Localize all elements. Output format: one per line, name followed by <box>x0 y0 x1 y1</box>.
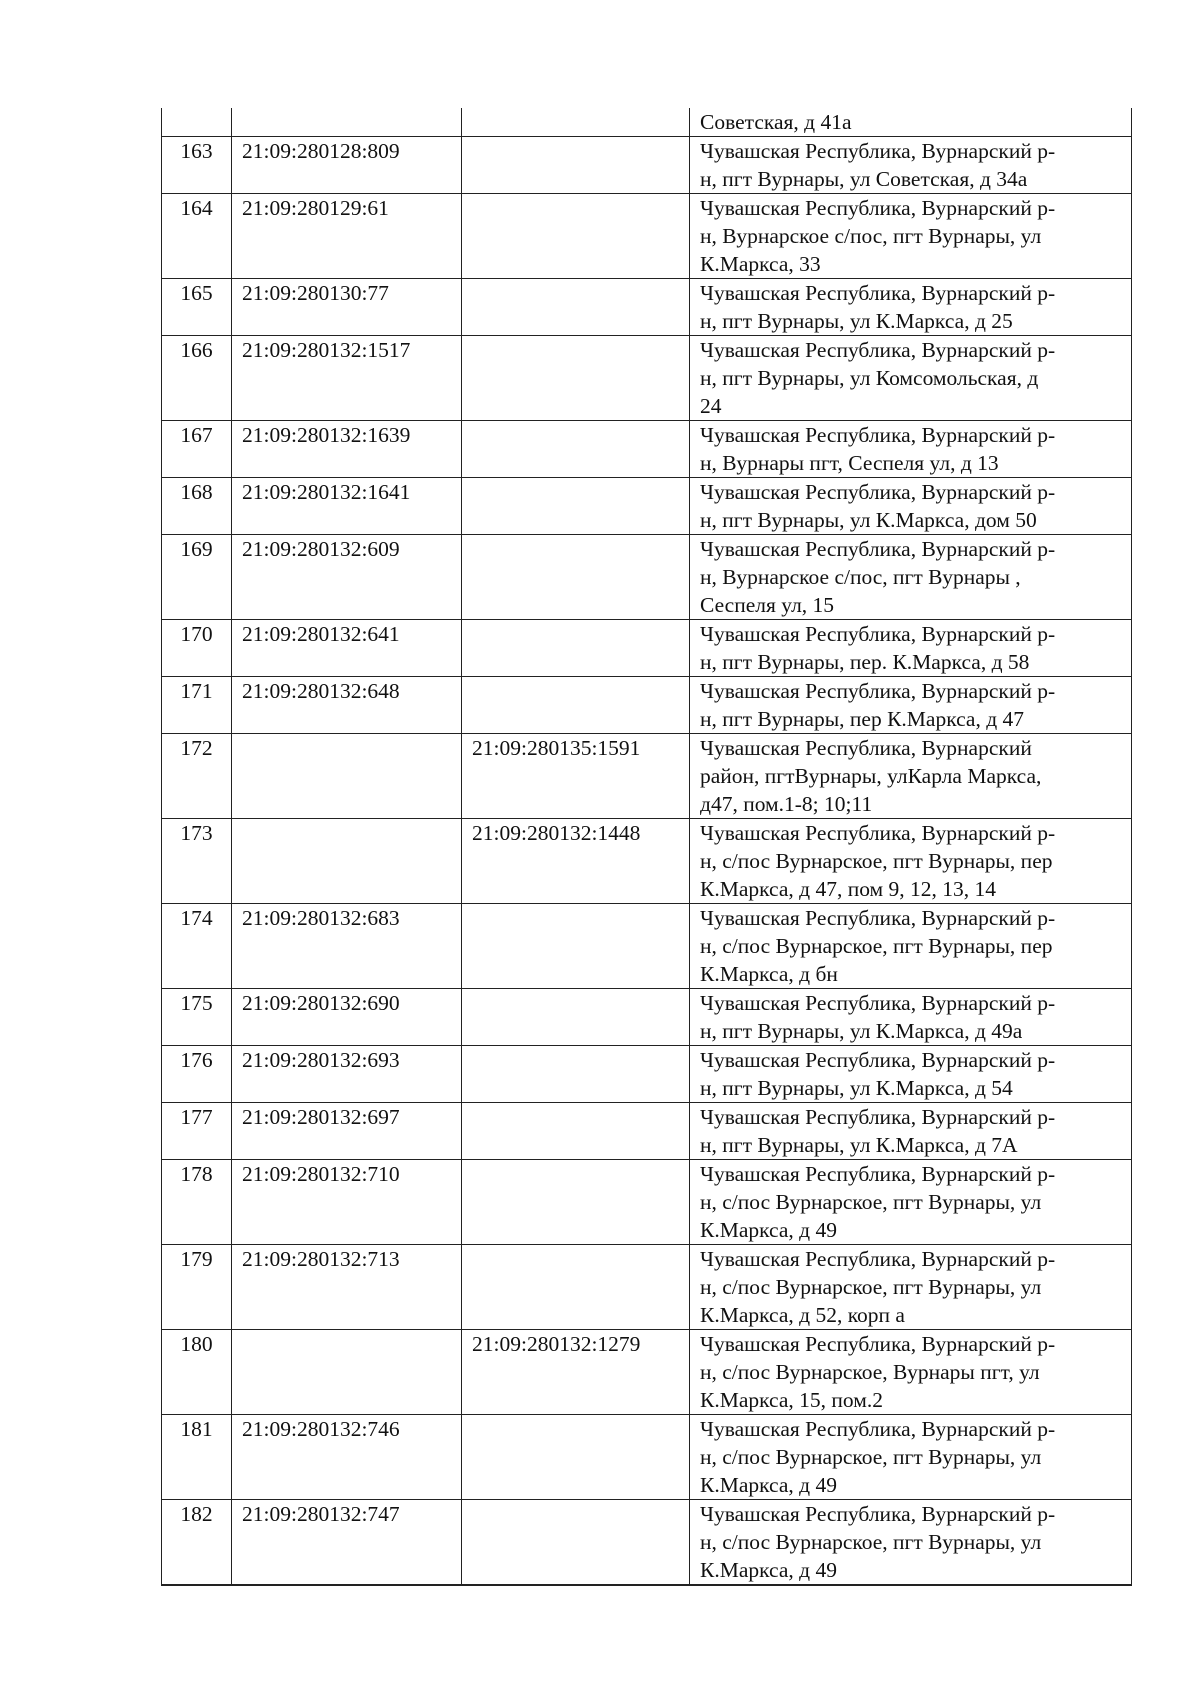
address-line: н, Вурнарское с/пос, пгт Вурнары, ул <box>700 224 1042 248</box>
address-line: Чувашская Республика, Вурнарский р- <box>700 196 1056 220</box>
cadastral-number-cell: 21:09:280132:690 <box>232 989 462 1046</box>
address-line: д47, пом.1-8; 10;11 <box>700 792 873 816</box>
table-row <box>162 535 1132 620</box>
table-row <box>162 1046 1132 1103</box>
table-row <box>162 137 1132 194</box>
table-row <box>162 677 1132 734</box>
table-row <box>162 478 1132 535</box>
table-row <box>162 1160 1132 1245</box>
cadastral-number-cell: 21:09:280132:713 <box>232 1245 462 1330</box>
premises-cadastral-number-cell <box>462 904 690 989</box>
row-number-cell: 182 <box>162 1500 232 1586</box>
table-row <box>162 336 1132 421</box>
address-line: К.Маркса, д 52, корп а <box>700 1303 905 1327</box>
address-line: Чувашская Республика, Вурнарский р- <box>700 338 1056 362</box>
row-number-cell: 177 <box>162 1103 232 1160</box>
address-cell <box>690 1160 1132 1245</box>
address-line: Чувашская Республика, Вурнарский р- <box>700 139 1056 163</box>
cadastral-number-cell: 21:09:280132:683 <box>232 904 462 989</box>
premises-cadastral-number-cell <box>462 279 690 336</box>
address-line: Советская, д 41а <box>700 110 852 134</box>
cadastral-number-cell: 21:09:280132:697 <box>232 1103 462 1160</box>
cadastral-number-cell: 21:09:280132:1639 <box>232 421 462 478</box>
cadastral-number-cell <box>232 108 462 137</box>
address-cell <box>690 279 1132 336</box>
row-number-cell: 164 <box>162 194 232 279</box>
address-line: н, пгт Вурнары, ул Советская, д 34а <box>700 167 1028 191</box>
cadastral-number-cell <box>232 734 462 819</box>
address-cell <box>690 535 1132 620</box>
row-number-cell: 163 <box>162 137 232 194</box>
address-line: н, с/пос Вурнарское, пгт Вурнары, ул <box>700 1190 1042 1214</box>
premises-cadastral-number-cell <box>462 677 690 734</box>
row-number-cell <box>162 108 232 137</box>
address-cell <box>690 620 1132 677</box>
premises-cadastral-number-cell <box>462 108 690 137</box>
row-number-cell: 168 <box>162 478 232 535</box>
address-cell <box>690 989 1132 1046</box>
address-line: 24 <box>700 394 722 418</box>
premises-cadastral-number-cell <box>462 535 690 620</box>
address-line: н, пгт Вурнары, ул К.Маркса, д 49а <box>700 1019 1023 1043</box>
address-line: н, Вурнарское с/пос, пгт Вурнары , <box>700 565 1021 589</box>
address-line: К.Маркса, д 47, пом 9, 12, 13, 14 <box>700 877 997 901</box>
address-line: Чувашская Республика, Вурнарский р- <box>700 1502 1056 1526</box>
address-line: н, пгт Вурнары, ул К.Маркса, д 25 <box>700 309 1013 333</box>
cadastral-table-body <box>162 108 1132 1585</box>
address-cell <box>690 1245 1132 1330</box>
row-number-cell: 166 <box>162 336 232 421</box>
address-line: н, пгт Вурнары, пер. К.Маркса, д 58 <box>700 650 1030 674</box>
table-row <box>162 1103 1132 1160</box>
table-row <box>162 734 1132 819</box>
address-line: н, с/пос Вурнарское, пгт Вурнары, ул <box>700 1445 1042 1469</box>
address-line: Сеспеля ул, 15 <box>700 593 835 617</box>
address-cell <box>690 194 1132 279</box>
cadastral-number-cell: 21:09:280132:693 <box>232 1046 462 1103</box>
address-line: К.Маркса, 15, пом.2 <box>700 1388 883 1412</box>
address-line: район, пгтВурнары, улКарла Маркса, <box>700 764 1042 788</box>
address-line: н, с/пос Вурнарское, пгт Вурнары, ул <box>700 1530 1042 1554</box>
row-number-cell: 170 <box>162 620 232 677</box>
address-line: н, пгт Вурнары, ул Комсомольская, д <box>700 366 1039 390</box>
address-line: К.Маркса, д 49 <box>700 1558 837 1582</box>
cadastral-number-cell: 21:09:280132:710 <box>232 1160 462 1245</box>
address-line: Чувашская Республика, Вурнарский р- <box>700 906 1056 930</box>
table-row <box>162 620 1132 677</box>
address-cell <box>690 1046 1132 1103</box>
row-number-cell: 181 <box>162 1415 232 1500</box>
cadastral-table <box>161 108 1132 1586</box>
address-cell <box>690 1103 1132 1160</box>
address-cell <box>690 904 1132 989</box>
row-number-cell: 175 <box>162 989 232 1046</box>
address-cell <box>690 421 1132 478</box>
premises-cadastral-number-cell <box>462 137 690 194</box>
premises-cadastral-number-cell: 21:09:280132:1448 <box>462 819 690 904</box>
address-cell <box>690 1330 1132 1415</box>
premises-cadastral-number-cell <box>462 194 690 279</box>
row-number-cell: 165 <box>162 279 232 336</box>
row-number-cell: 169 <box>162 535 232 620</box>
table-row <box>162 904 1132 989</box>
address-line: Чувашская Республика, Вурнарский р- <box>700 679 1056 703</box>
premises-cadastral-number-cell <box>462 989 690 1046</box>
address-line: Чувашская Республика, Вурнарский р- <box>700 991 1056 1015</box>
address-cell <box>690 1415 1132 1500</box>
cadastral-number-cell <box>232 819 462 904</box>
address-line: Чувашская Республика, Вурнарский р- <box>700 537 1056 561</box>
row-number-cell: 172 <box>162 734 232 819</box>
cadastral-number-cell <box>232 1330 462 1415</box>
table-row <box>162 989 1132 1046</box>
address-line: н, с/пос Вурнарское, пгт Вурнары, пер <box>700 849 1053 873</box>
cadastral-number-cell: 21:09:280129:61 <box>232 194 462 279</box>
address-line: Чувашская Республика, Вурнарский р- <box>700 622 1056 646</box>
address-line: Чувашская Республика, Вурнарский <box>700 736 1032 760</box>
address-cell <box>690 478 1132 535</box>
address-cell <box>690 108 1132 137</box>
table-row <box>162 1500 1132 1586</box>
row-number-cell: 174 <box>162 904 232 989</box>
row-number-cell: 167 <box>162 421 232 478</box>
address-line: Чувашская Республика, Вурнарский р- <box>700 821 1056 845</box>
table-row <box>162 108 1132 137</box>
address-line: К.Маркса, д бн <box>700 962 838 986</box>
premises-cadastral-number-cell <box>462 1500 690 1586</box>
address-line: К.Маркса, д 49 <box>700 1473 837 1497</box>
table-row <box>162 1245 1132 1330</box>
address-line: Чувашская Республика, Вурнарский р- <box>700 281 1056 305</box>
cadastral-number-cell: 21:09:280132:609 <box>232 535 462 620</box>
cadastral-number-cell: 21:09:280132:641 <box>232 620 462 677</box>
premises-cadastral-number-cell: 21:09:280135:1591 <box>462 734 690 819</box>
row-number-cell: 179 <box>162 1245 232 1330</box>
address-line: н, пгт Вурнары, пер К.Маркса, д 47 <box>700 707 1025 731</box>
address-line: н, пгт Вурнары, ул К.Маркса, дом 50 <box>700 508 1037 532</box>
table-row <box>162 819 1132 904</box>
cadastral-number-cell: 21:09:280132:746 <box>232 1415 462 1500</box>
premises-cadastral-number-cell <box>462 421 690 478</box>
row-number-cell: 171 <box>162 677 232 734</box>
cadastral-number-cell: 21:09:280130:77 <box>232 279 462 336</box>
address-line: н, пгт Вурнары, ул К.Маркса, д 7А <box>700 1133 1018 1157</box>
table-row <box>162 279 1132 336</box>
address-line: К.Маркса, д 49 <box>700 1218 837 1242</box>
address-cell <box>690 336 1132 421</box>
address-cell <box>690 819 1132 904</box>
cadastral-number-cell: 21:09:280132:1641 <box>232 478 462 535</box>
premises-cadastral-number-cell <box>462 620 690 677</box>
address-line: Чувашская Республика, Вурнарский р- <box>700 1162 1056 1186</box>
address-line: н, с/пос Вурнарское, пгт Вурнары, ул <box>700 1275 1042 1299</box>
cadastral-number-cell: 21:09:280132:648 <box>232 677 462 734</box>
address-line: н, Вурнары пгт, Сеспеля ул, д 13 <box>700 451 999 475</box>
address-cell <box>690 734 1132 819</box>
cadastral-number-cell: 21:09:280132:1517 <box>232 336 462 421</box>
address-line: н, с/пос Вурнарское, пгт Вурнары, пер <box>700 934 1053 958</box>
cadastral-number-cell: 21:09:280128:809 <box>232 137 462 194</box>
address-line: Чувашская Республика, Вурнарский р- <box>700 480 1056 504</box>
table-row <box>162 194 1132 279</box>
row-number-cell: 178 <box>162 1160 232 1245</box>
row-number-cell: 176 <box>162 1046 232 1103</box>
address-cell <box>690 1500 1132 1586</box>
address-line: Чувашская Республика, Вурнарский р- <box>700 1332 1056 1356</box>
table-row <box>162 421 1132 478</box>
premises-cadastral-number-cell <box>462 1245 690 1330</box>
table-row <box>162 1415 1132 1500</box>
address-line: Чувашская Республика, Вурнарский р- <box>700 1048 1056 1072</box>
row-number-cell: 173 <box>162 819 232 904</box>
premises-cadastral-number-cell <box>462 1415 690 1500</box>
address-line: К.Маркса, 33 <box>700 252 821 276</box>
row-number-cell: 180 <box>162 1330 232 1415</box>
premises-cadastral-number-cell <box>462 1046 690 1103</box>
address-cell <box>690 137 1132 194</box>
premises-cadastral-number-cell: 21:09:280132:1279 <box>462 1330 690 1415</box>
address-line: Чувашская Республика, Вурнарский р- <box>700 1105 1056 1129</box>
cadastral-number-cell: 21:09:280132:747 <box>232 1500 462 1586</box>
premises-cadastral-number-cell <box>462 336 690 421</box>
address-line: Чувашская Республика, Вурнарский р- <box>700 1417 1056 1441</box>
address-line: н, с/пос Вурнарское, Вурнары пгт, ул <box>700 1360 1040 1384</box>
address-line: Чувашская Республика, Вурнарский р- <box>700 423 1056 447</box>
address-line: Чувашская Республика, Вурнарский р- <box>700 1247 1056 1271</box>
premises-cadastral-number-cell <box>462 478 690 535</box>
address-cell <box>690 677 1132 734</box>
address-line: н, пгт Вурнары, ул К.Маркса, д 54 <box>700 1076 1013 1100</box>
premises-cadastral-number-cell <box>462 1103 690 1160</box>
premises-cadastral-number-cell <box>462 1160 690 1245</box>
table-row <box>162 1330 1132 1415</box>
